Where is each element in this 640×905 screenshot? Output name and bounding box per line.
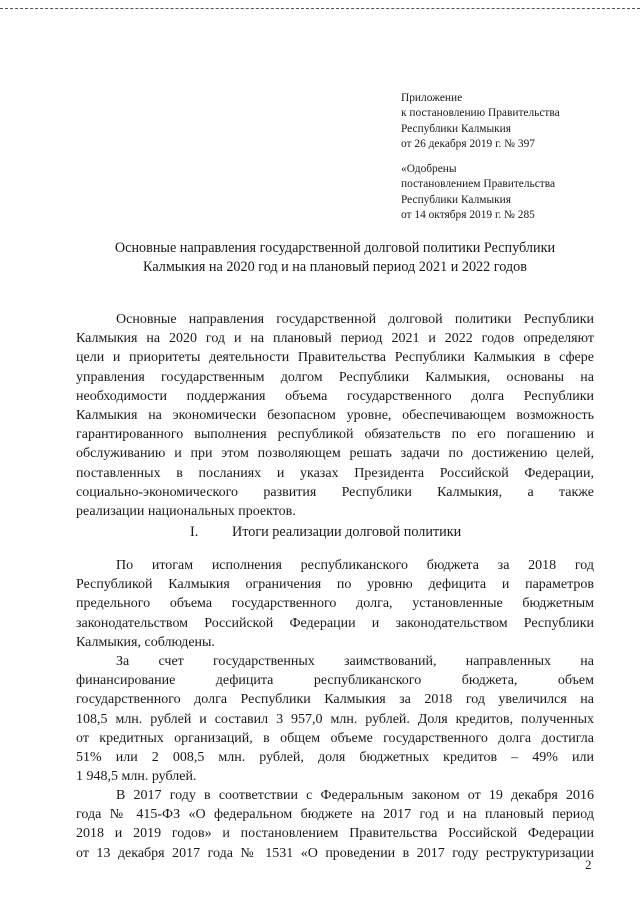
section-heading [190,523,461,542]
attachment-block [401,91,621,153]
restructuring-paragraph [76,786,594,863]
text-line: 108,5 млн. рублей и составил 3 957,0 млн. рублей. Доля кредитов, полученных [76,711,594,727]
text-line: В 2017 году в соответствии с Федеральным законом от 19 декабря 2016 [116,788,594,803]
text-line: Калмыкия на 2020 год и на плановый период 2021 и 2022 годов определяют [76,331,594,347]
approved-line: «Одобрены [401,163,457,175]
text-line: Калмыкия на экономически безопасном уровне, обеспечивающем возможность [76,407,594,423]
approved-line: от 14 октября 2019 г. № 285 [401,209,535,222]
text-line: обслуживанию и при этом позволяющем решать задачи по достижению целей, [76,446,594,462]
text-line: Калмыкия, соблюдены. [76,634,215,650]
section-number: I. [190,524,199,540]
text-line: социально-экономического развития Республики Калмыкия, а также [76,484,594,500]
text-line: За счет государственных заимствований, направленных на [116,654,594,669]
text-line: реализации национальных проектов. [76,503,296,519]
text-line: финансирование дефицита республиканского бюджета, объем [76,673,594,689]
title-line: Основные направления государственной долговой политики Республики [114,240,556,256]
text-line: законодательством Российской Федерации и законодательством Республики [76,615,594,631]
results-paragraph [76,556,594,652]
text-line: Республикой Калмыкия ограничения по уровню дефицита и параметров [76,577,594,593]
attachment-line: Республики Калмыкия [401,122,512,135]
text-line: По итогам исполнения республиканского бюджета за 2018 год [116,558,594,573]
approved-line: постановлением Правительства [401,178,556,191]
approved-line: Республики Калмыкия [401,193,512,206]
text-line: цели и приоритеты деятельности Правительства Республики Калмыкия в сфере [76,350,594,366]
text-line: необходимости поддержания объема государственного долга Республики [76,388,594,404]
title-line: Калмыкия на 2020 год и на плановый период 2021 и 2022 годов [143,259,527,275]
text-line: Основные направления государственной долговой политики Республики [116,312,594,327]
text-line: гарантированного выполнения республикой обязательств по его погашению и [76,427,594,443]
text-line: 2018 и 2019 годов» и постановлением Правительства Российской Федерации [76,826,594,842]
section-title: Итоги реализации долговой политики [232,524,462,540]
page-number: 2 [585,857,592,872]
text-line: государственного долга Республики Калмыкия за 2018 год увеличился на [76,692,594,708]
attachment-line: от 26 декабря 2019 г. № 397 [401,138,535,151]
text-line: 1 948,5 млн. рублей. [76,769,197,785]
text-line: управления государственным долгом Республики Калмыкия, основаны на [76,369,594,385]
text-line: от кредитных организаций, в общем объеме государственного долга достигла [76,730,594,746]
text-line: предельного объема государственного долга, установленные бюджетным [76,596,594,612]
text-line: года № 415-ФЗ «О федеральном бюджете на 2017 год и на плановый период [76,807,594,823]
document-title [60,239,610,277]
attachment-line: Приложение [401,92,463,104]
text-line: поставленных в посланиях и указах Президента Российской Федерации, [76,465,594,481]
intro-paragraph [76,310,594,521]
text-line: 51% или 2 008,5 млн. рублей, доля бюджетных кредитов – 49% или [76,749,594,765]
top-scan-border [0,8,640,9]
text-line: от 13 декабря 2017 года № 1531 «О проведении в 2017 году реструктуризации [76,845,594,861]
attachment-line: к постановлению Правительства [401,107,560,120]
borrowing-paragraph [76,652,594,786]
approved-block [401,162,621,224]
